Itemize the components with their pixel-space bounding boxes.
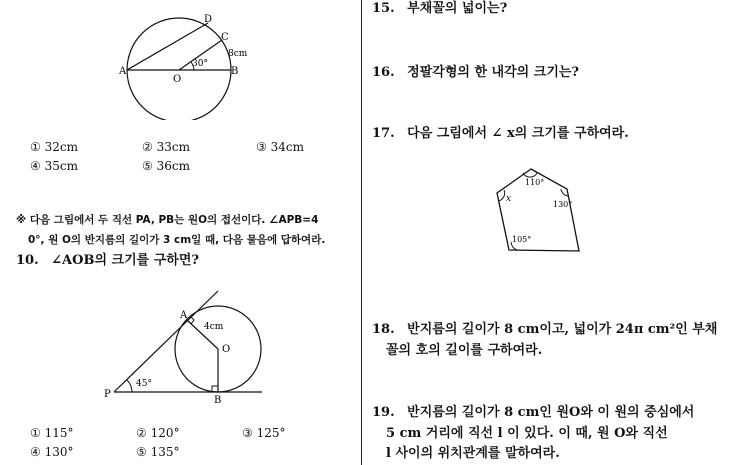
- column-divider: [361, 0, 362, 465]
- label-b: B: [214, 395, 222, 405]
- label-a: A: [119, 66, 127, 77]
- circle-figure: [112, 8, 262, 120]
- question-number: 18.: [372, 322, 395, 337]
- option-3[interactable]: ③ 34cm: [256, 140, 304, 154]
- question-text: 정팔각형의 한 내각의 크기는?: [407, 65, 580, 80]
- note-line-1: ※ 다음 그림에서 두 직선 PA, PB는 원O의 접선이다. ∠APB=4: [16, 214, 319, 226]
- question-number: 19.: [372, 405, 395, 420]
- pentagon-figure: [487, 165, 587, 259]
- label-o: O: [222, 344, 231, 355]
- q10-option-2[interactable]: ② 120°: [136, 426, 180, 440]
- question-16: [372, 61, 579, 80]
- option-5[interactable]: ⑤ 36cm: [142, 159, 190, 173]
- option-1[interactable]: ① 32cm: [30, 140, 78, 154]
- question-text-line-1: 반지름의 길이가 8 cm인 원O와 이 원의 중심에서: [407, 405, 695, 420]
- label-angle-30: 30°: [192, 59, 208, 69]
- label-angle-45: 45°: [136, 379, 152, 389]
- question-17: [372, 122, 629, 141]
- label-a: A: [180, 310, 188, 321]
- label-110: 110°: [525, 178, 545, 187]
- question-number: 16.: [372, 65, 395, 80]
- label-p: P: [104, 389, 111, 400]
- question-19: [372, 401, 694, 420]
- tangent-figure: [96, 285, 268, 405]
- question-text: 부채꼴의 넓이는?: [407, 1, 508, 16]
- question-18: [372, 318, 717, 337]
- question-text: ∠AOB의 크기를 구하면?: [51, 253, 200, 268]
- angle-arc-p: [127, 380, 132, 392]
- label-d: D: [204, 14, 213, 25]
- question-number: 17.: [372, 126, 395, 141]
- question-15: [372, 0, 507, 16]
- circle-o: [127, 18, 231, 120]
- q10-option-4[interactable]: ④ 130°: [30, 445, 74, 459]
- label-b: B: [231, 66, 239, 77]
- question-text: 다음 그림에서 ∠ x의 크기를 구하여라.: [407, 126, 629, 141]
- q10-option-1[interactable]: ① 115°: [30, 426, 74, 440]
- tangent-pa: [114, 291, 218, 392]
- question-19-line-2: 5 cm 거리에 직선 l 이 있다. 이 때, 원 O와 직선: [386, 426, 668, 441]
- question-10: [16, 249, 199, 268]
- question-text-line-1: 반지름의 길이가 8 cm이고, 넓이가 24π cm²인 부채: [407, 322, 718, 337]
- label-130: 130°: [553, 200, 573, 209]
- q10-option-5[interactable]: ⑤ 135°: [136, 445, 180, 459]
- note-line-2: 0°, 원 O의 반지름의 길이가 3 cm일 때, 다음 물음에 답하여라.: [28, 234, 326, 246]
- q10-option-3[interactable]: ③ 125°: [242, 426, 286, 440]
- option-2[interactable]: ② 33cm: [142, 140, 190, 154]
- label-x: x: [506, 194, 512, 204]
- label-c: C: [221, 32, 229, 43]
- question-number: 10.: [16, 253, 39, 268]
- question-19-line-3: l 사이의 위치관계를 말하여라.: [386, 446, 560, 461]
- question-18-line-2: 꼴의 호의 길이를 구하여라.: [386, 343, 543, 358]
- label-4cm: 4cm: [204, 322, 224, 332]
- label-105: 105°: [512, 235, 532, 244]
- question-number: 15.: [372, 1, 395, 16]
- label-o: O: [173, 74, 182, 85]
- option-4[interactable]: ④ 35cm: [30, 159, 78, 173]
- label-8cm: 8cm: [228, 49, 248, 59]
